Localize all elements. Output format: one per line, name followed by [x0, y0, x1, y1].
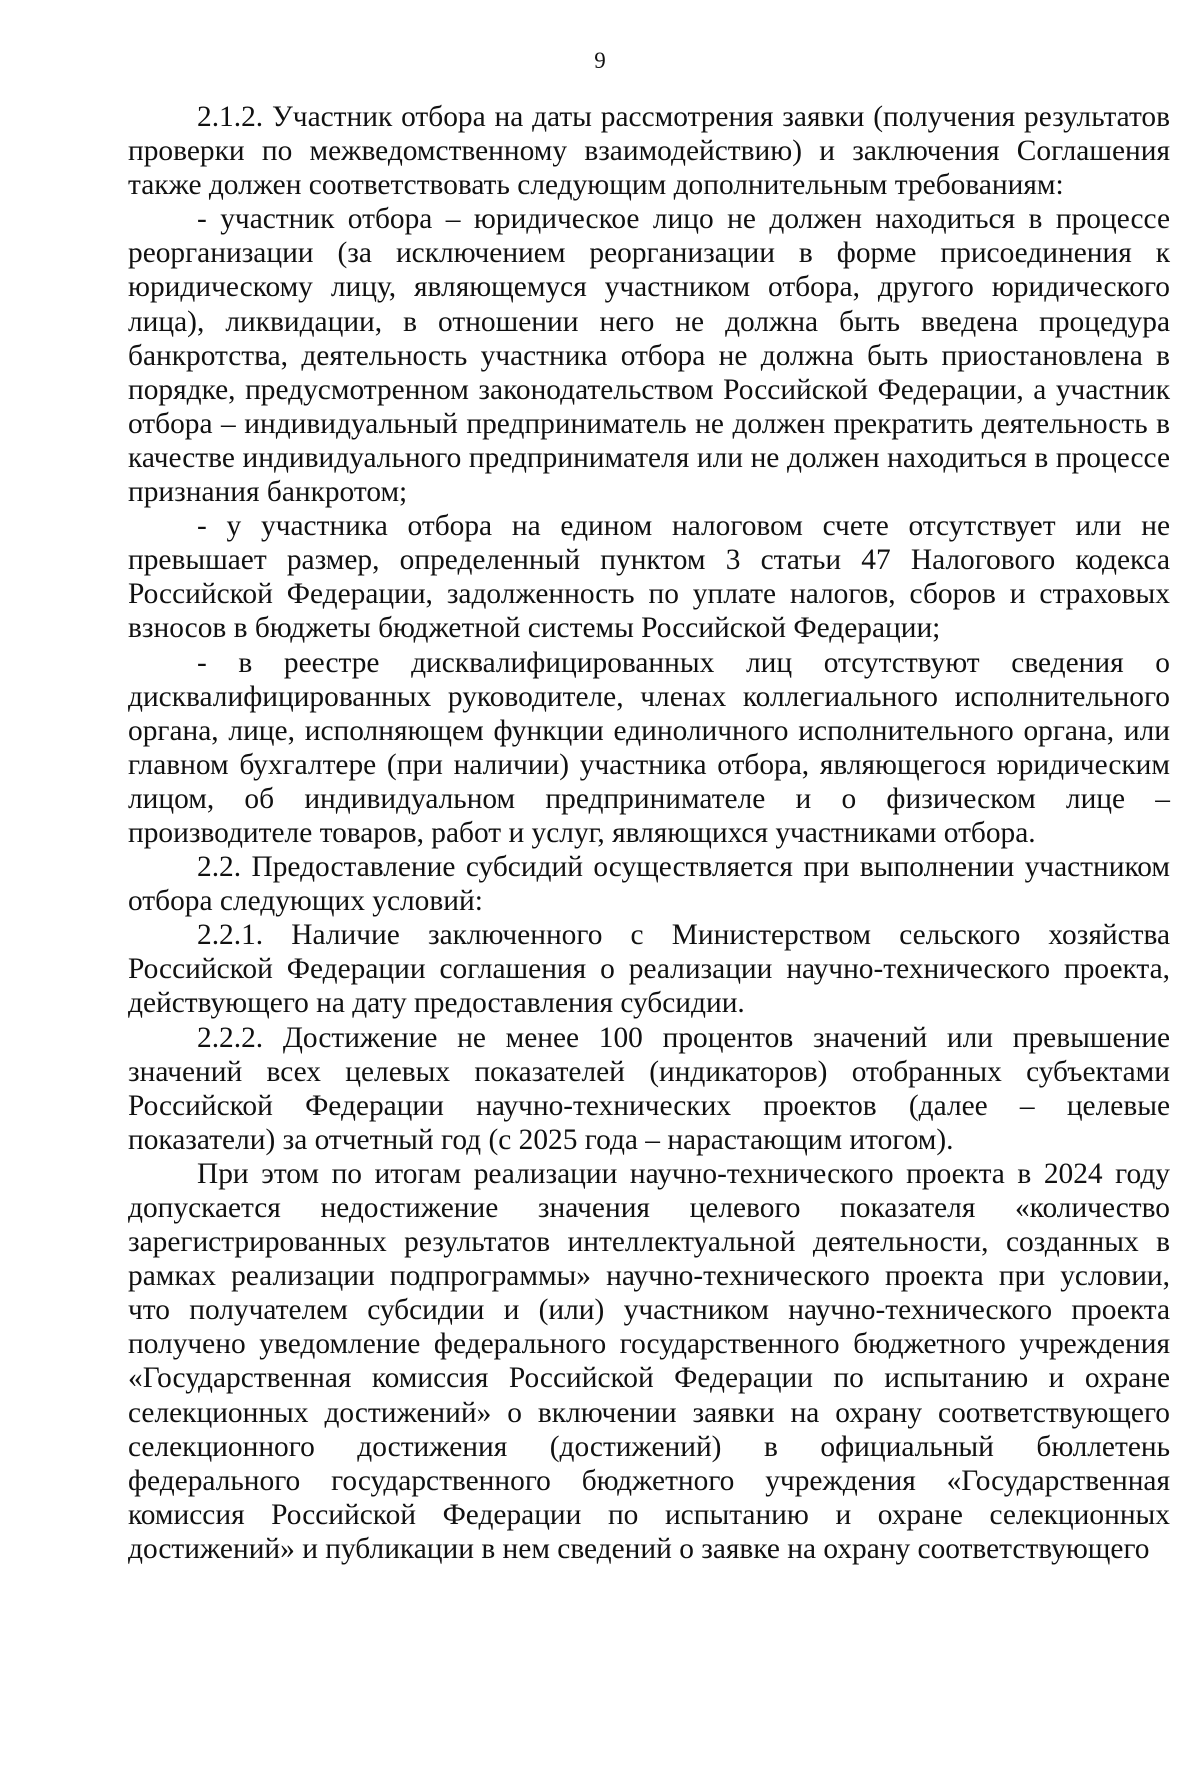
paragraph-2-2-1: 2.2.1. Наличие заключенного с Министерством сельского хозяйства Российской Федерации соглашения о реализации научно-технического проекта, действующего на дату предоставления субсидии. [128, 919, 1170, 1020]
paragraph-2024-exception: При этом по итогам реализации научно-технического проекта в 2024 году допускается недостижение значения целевого показателя «количество зарегистрированных результатов интеллектуальной деятельности, созданных в рамках реализации подпрограммы» научно-технического проекта при условии, что получателем субсидии и (или) участником научно-технического проекта получено уведомление федерального государственного бюджетного учреждения «Государственная комиссия Российской Федерации по испытанию и охране селекционных достижений» о включении заявки на охрану соответствующего селекционного достижения (достижений) в официальный бюллетень федерального государственного бюджетного учреждения «Государственная комиссия Российской Федерации по испытанию и охране селекционных достижений» и публикации в нем сведений о заявке на охрану соответствующего [128, 1157, 1170, 1565]
page-number: 9 [594, 48, 606, 73]
paragraph-tax-debt-requirement: - у участника отбора на едином налоговом счете отсутствует или не превышает размер, определенный пунктом 3 статьи 47 Налогового кодекса Российской Федерации, задолженность по уплате налогов, сборов и страховых взносов в бюджеты бюджетной системы Российской Федерации; [128, 510, 1170, 645]
paragraph-2-2: 2.2. Предоставление субсидий осуществляется при выполнении участником отбора следующих условий: [128, 851, 1170, 918]
paragraph-reorganization-requirement: - участник отбора – юридическое лицо не должен находиться в процессе реорганизации (за исключением реорганизации в форме присоединения к юридическому лицу, являющемуся участником отбора, другого юридического лица), ликвидации, в отношении него не должна быть введена процедура банкротства, деятельность участника отбора не должна быть приостановлена в порядке, предусмотренном законодательством Российской Федерации, а участник отбора – индивидуальный предприниматель не должен прекратить деятельность в качестве индивидуального предпринимателя или не должен находиться в процессе признания банкротом; [128, 203, 1170, 509]
paragraph-2-1-2: 2.1.2. Участник отбора на даты рассмотрения заявки (получения результатов проверки по межведомственному взаимодействию) и заключения Соглашения также должен соответствовать следующим дополнительным требованиям: [128, 101, 1170, 202]
paragraph-disqualified-persons-requirement: - в реестре дисквалифицированных лиц отсутствуют сведения о дисквалифицированных руководителе, членах коллегиального исполнительного органа, лице, исполняющем функции единоличного исполнительного органа, или главном бухгалтере (при наличии) участника отбора, являющегося юридическим лицом, об индивидуальном предпринимателе и о физическом лице – производителе товаров, работ и услуг, являющихся участниками отбора. [128, 646, 1170, 849]
paragraph-2-2-2: 2.2.2. Достижение не менее 100 процентов значений или превышение значений всех целевых показателей (индикаторов) отобранных субъектами Российской Федерации научно-технических проектов (далее – целевые показатели) за отчетный год (с 2025 года – нарастающим итогом). [128, 1021, 1170, 1156]
document-body [128, 100, 1170, 1566]
